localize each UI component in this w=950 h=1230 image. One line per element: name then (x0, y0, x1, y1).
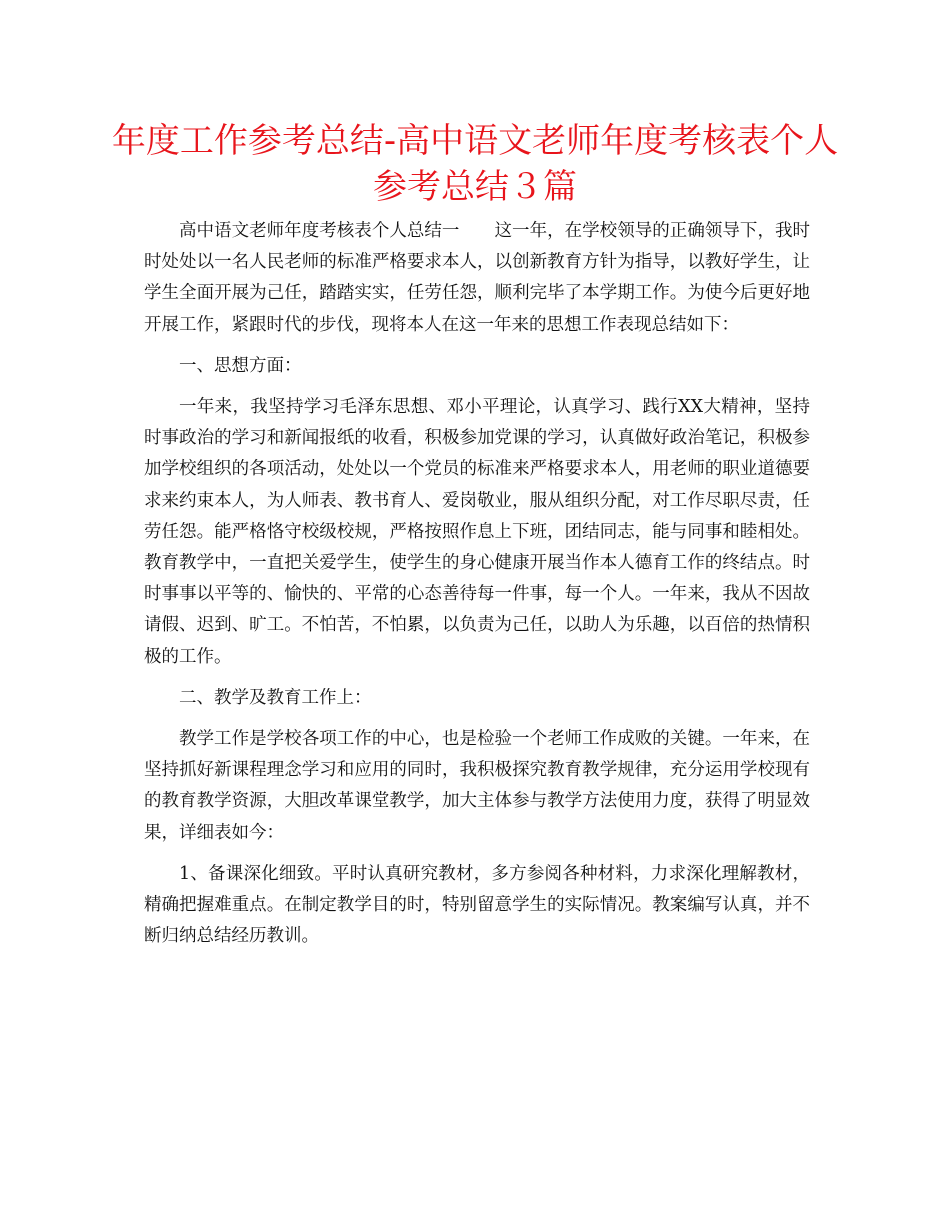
document-body (144, 216, 810, 962)
paragraph-thought: 一年来，我坚持学习毛泽东思想、邓小平理论，认真学习、践行XX大精神，坚持时事政治的学习和新闻报纸的收看，积极参加党课的学习，认真做好政治笔记，积极参加学校组织的各项活动，处处以一个党员的标准来严格要求本人，用老师的职业道德要求来约束本人，为人师表、教书育人、爱岗敬业，服从组织分配，对工作尽职尽责，任劳任怨。能严格恪守校级校规，严格按照作息上下班，团结同志，能与同事和睦相处。教育教学中，一直把关爱学生，使学生的身心健康开展当作本人德育工作的终结点。时时事事以平等的、愉快的、平常的心态善待每一件事，每一个人。一年来，我从不因故请假、迟到、旷工。不怕苦，不怕累，以负责为己任，以助人为乐趣，以百倍的热情积极的工作。 (144, 397, 810, 667)
document-title (100, 118, 850, 210)
title-line-1: 年度工作参考总结-高中语文老师年度考核表个人 (111, 121, 839, 161)
section-heading-teaching: 二、教学及教育工作上： (179, 687, 372, 708)
paragraph-intro: 高中语文老师年度考核表个人总结一 这一年，在学校领导的正确领导下，我时时处处以一名人民老师的标准严格要求本人，以创新教育方针为指导，以教好学生，让学生全面开展为己任，踏踏实实，任劳任怨，顺利完毕了本学期工作。为使今后更好地开展工作，紧跟时代的步伐，现将本人在这一年来的思想工作表现总结如下： (144, 221, 810, 335)
title-line-2: 参考总结３篇 (373, 167, 577, 207)
paragraph-lesson-prep: 1、备课深化细致。平时认真研究教材，多方参阅各种材料，力求深化理解教材，精确把握难重点。在制定教学目的时，特别留意学生的实际情况。教案编写认真，并不断归纳总结经历教训。 (144, 863, 810, 947)
paragraph-teaching: 教学工作是学校各项工作的中心，也是检验一个老师工作成败的关键。一年来，在坚持抓好新课程理念学习和应用的同时，我积极探究教育教学规律，充分运用学校现有的教育教学资源，大胆改革课堂教学，加大主体参与教学方法使用力度，获得了明显效果，详细表如今： (144, 729, 810, 843)
section-heading-thought: 一、思想方面： (179, 355, 302, 376)
